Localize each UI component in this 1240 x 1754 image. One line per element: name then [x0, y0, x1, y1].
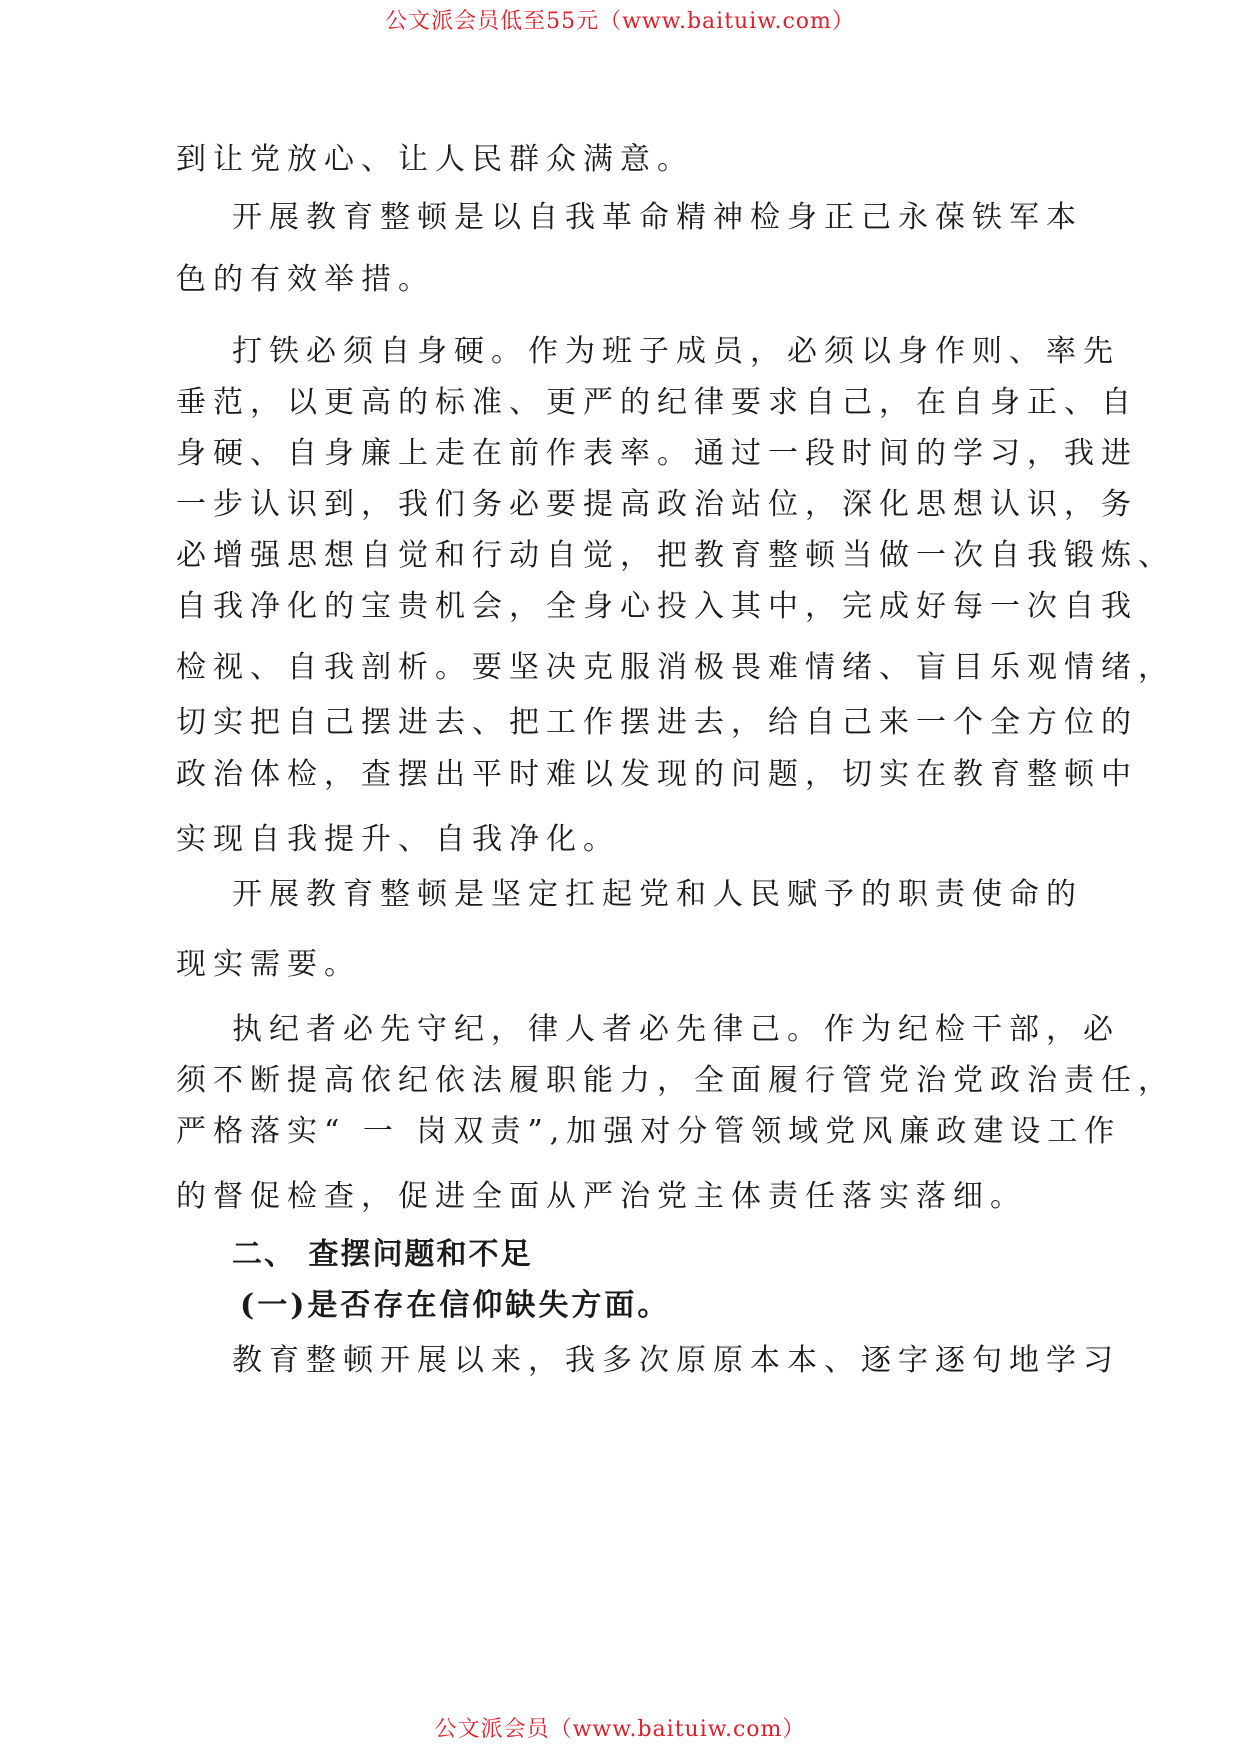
text-line: 现实需要。 — [176, 947, 361, 982]
text-line: 执纪者必先守纪，律人者必先律己。作为纪检干部，必 — [232, 1012, 1120, 1047]
text-line: 实现自我提升、自我净化。 — [176, 822, 620, 857]
text-line: 色的有效举措。 — [176, 262, 435, 297]
text-line: 到让党放心、让人民群众满意。 — [176, 142, 694, 177]
text-line: 严格落实“ 一 岗双责”,加强对分管领域党风廉政建设工作 — [176, 1114, 1122, 1149]
text-line: 的督促检查，促进全面从严治党主体责任落实落细。 — [176, 1179, 1027, 1214]
text-line: 打铁必须自身硬。作为班子成员，必须以身作则、率先 — [232, 334, 1120, 369]
text-line: 教育整顿开展以来，我多次原原本本、逐字逐句地学习 — [232, 1343, 1120, 1378]
text-line: 必增强思想自觉和行动自觉，把教育整顿当做一次自我锻炼、 — [176, 538, 1175, 573]
text-line: 检视、自我剖析。要坚决克服消极畏难情绪、盲目乐观情绪， — [176, 650, 1175, 685]
text-line: 开展教育整顿是以自我革命精神检身正己永葆铁军本 — [232, 200, 1083, 235]
text-line: 政治体检，查摆出平时难以发现的问题，切实在教育整顿中 — [176, 757, 1138, 792]
text-line: 须不断提高依纪依法履职能力，全面履行管党治党政治责任， — [176, 1063, 1175, 1098]
header-banner: 公文派会员低至55元（www.baituiw.com） — [385, 9, 855, 34]
footer-banner: 公文派会员（www.baituiw.com） — [434, 1717, 806, 1742]
text-line: 身硬、自身廉上走在前作表率。通过一段时间的学习，我进 — [176, 436, 1138, 471]
text-line: 开展教育整顿是坚定扛起党和人民赋予的职责使命的 — [232, 877, 1083, 912]
section-heading: 二、 查摆问题和不足 — [232, 1237, 533, 1272]
text-line: 一步认识到，我们务必要提高政治站位，深化思想认识，务 — [176, 487, 1138, 522]
text-line: 自我净化的宝贵机会，全身心投入其中，完成好每一次自我 — [176, 589, 1138, 624]
text-line: 垂范，以更高的标准、更严的纪律要求自己，在自身正、自 — [176, 385, 1138, 420]
subsection-heading: (一)是否存在信仰缺失方面。 — [240, 1288, 671, 1323]
text-line: 切实把自己摆进去、把工作摆进去，给自己来一个全方位的 — [176, 705, 1138, 740]
